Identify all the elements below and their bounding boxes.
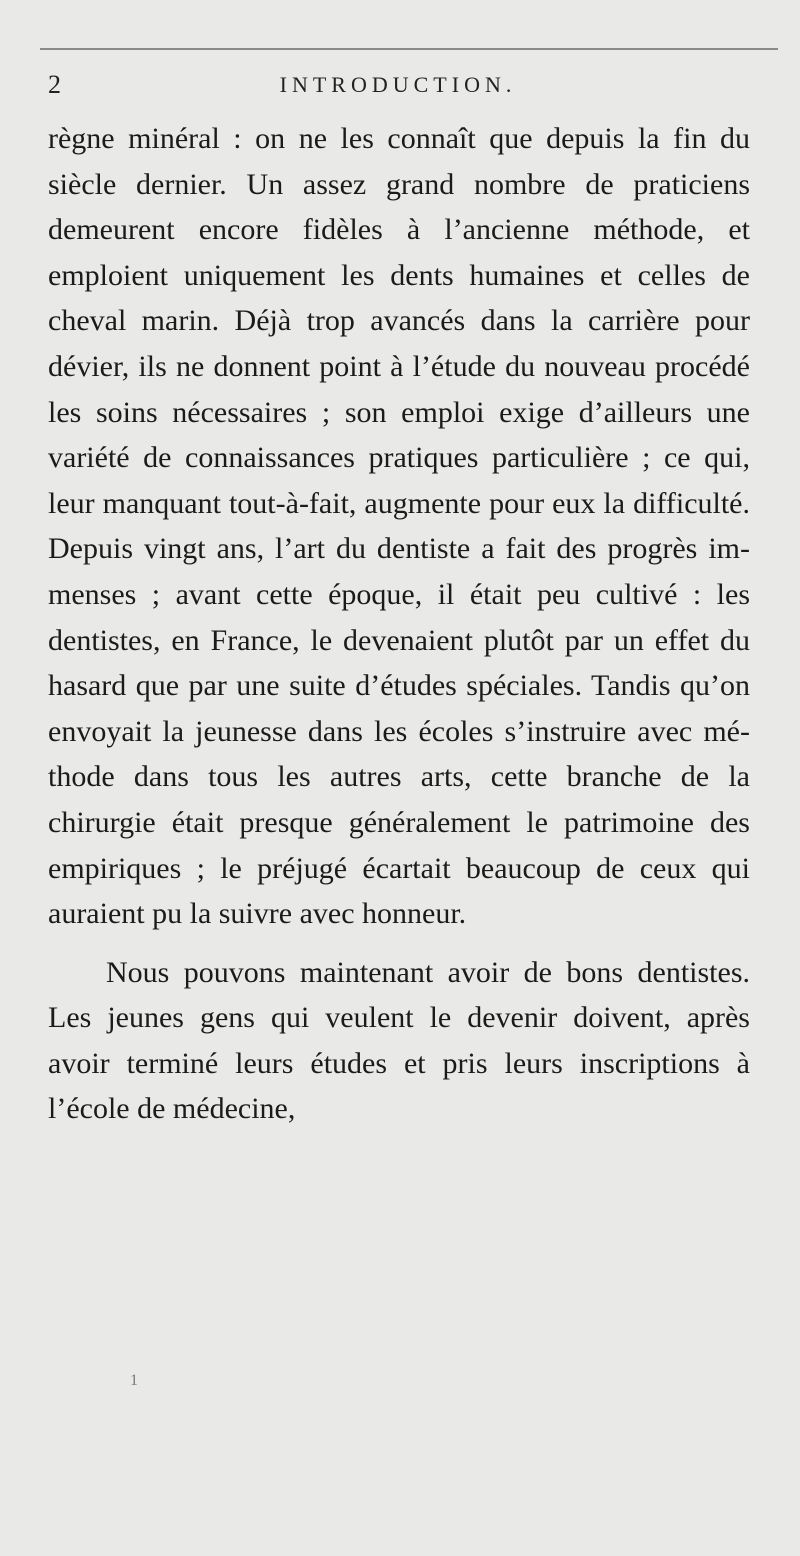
body-text	[48, 116, 750, 1132]
signature-mark: 1	[130, 1372, 138, 1389]
paragraph: règne minéral : on ne les connaît que depuis la fin du siècle dernier. Un assez grand nombre de praticiens demeurent encore fidèles à l’ancienne méthode, et emploient uniquement les dents humaines et celles de cheval marin. Déjà trop avancés dans la carrière pour dévier, ils ne donnent point à l’étude du nouveau procédé les soins nécessaires ; son emploi exige d’ailleurs une variété de connaissances pratiques particulière ; ce qui, leur manquant tout-à-fait, augmente pour eux la difficulté. Depuis vingt ans, l’art du dentiste a fait des progrès immenses ; avant cette époque, il était peu cultivé : les dentistes, en France, le devenaient plutôt par un effet du hasard que par une suite d’études spéciales. Tandis qu’on envoyait la jeunesse dans les écoles s’instruire avec méthode dans tous les autres arts, cette branche de la chirurgie était presque généralement le patrimoine des empiriques ; le préjugé écartait beaucoup de ceux qui auraient pu la suivre avec honneur.	[48, 122, 750, 931]
paragraph: Nous pouvons maintenant avoir de bons dentistes. Les jeunes gens qui veulent le devenir doivent, après avoir terminé leurs études et pris leurs inscriptions à l’école de médecine,	[48, 955, 750, 1126]
top-rule	[40, 48, 778, 50]
running-head: INTRODUCTION.	[279, 72, 517, 97]
page-header	[48, 70, 748, 106]
page-number: 2	[48, 70, 61, 99]
